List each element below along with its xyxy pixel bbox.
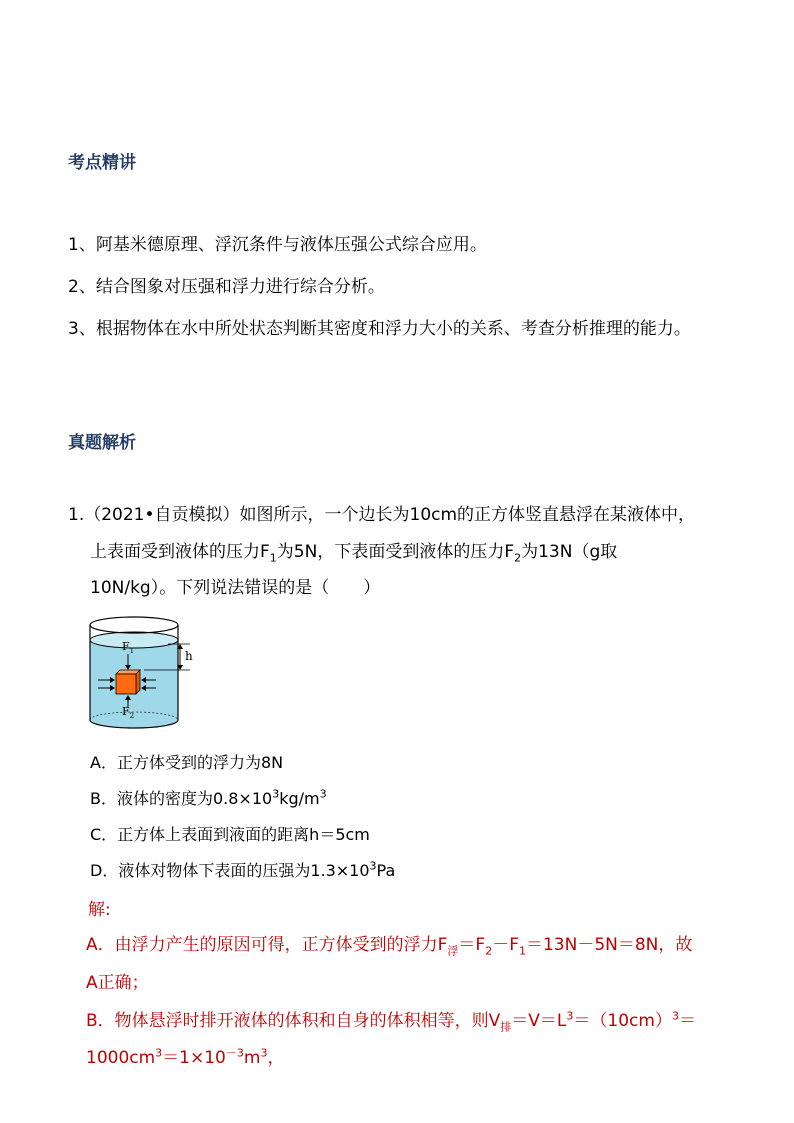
- question-line-3: 10N/kg）。下列说法错误的是（ ）: [90, 578, 381, 598]
- solution-label: 解:: [88, 900, 111, 920]
- f1-label: $F_1$: [122, 640, 135, 656]
- solution-a-line-1: A．由浮力产生的原因可得，正方体受到的浮力$F_浮=F_2-F_1=13N-5N=8N$，故: [86, 935, 693, 958]
- option-a: A．正方体受到的浮力为8N: [90, 753, 284, 772]
- question-line-2: 上表面受到液体的压力$F_1$为5N，下表面受到液体的压力$F_2$为13N（g取: [90, 542, 618, 565]
- option-b: B．液体的密度为$0.8\times 10^3kg/m^3$: [90, 787, 327, 808]
- cube-side: [136, 670, 140, 694]
- point-1: 1、阿基米德原理、浮沉条件与液体压强公式综合应用。: [68, 235, 487, 255]
- point-2: 2、结合图象对压强和浮力进行综合分析。: [68, 277, 385, 297]
- section-heading-zhenti: 真题解析: [68, 433, 136, 453]
- beaker-diagram: [88, 610, 208, 735]
- section-heading-kaodian: 考点精讲: [68, 153, 136, 173]
- cube: [116, 674, 136, 694]
- point-3: 3、根据物体在水中所处状态判断其密度和浮力大小的关系、考查分析推理的能力。: [68, 319, 691, 339]
- question-line-1: 1.（2021•自贡模拟）如图所示，一个边长为10cm的正方体竖直悬浮在某液体中，: [68, 505, 696, 525]
- solution-b-line-1: B．物体悬浮时排开液体的体积和自身的体积相等，则$V_排=V=L^3=(10cm)^3=$: [86, 1009, 696, 1034]
- beaker-svg: [88, 610, 208, 735]
- solution-a-line-2: A正确；: [86, 973, 149, 993]
- option-d: D．液体对物体下表面的压强为$1.3\times 10^3Pa$: [90, 859, 396, 880]
- beaker-rim: [90, 617, 178, 633]
- h-label: h: [185, 649, 193, 663]
- option-c: C．正方体上表面到液面的距离h＝5cm: [90, 825, 370, 844]
- solution-b-line-2: $1000cm^3=1\times 10^{-3}m^3$，: [86, 1046, 285, 1068]
- f2-label: $F_2$: [122, 705, 135, 721]
